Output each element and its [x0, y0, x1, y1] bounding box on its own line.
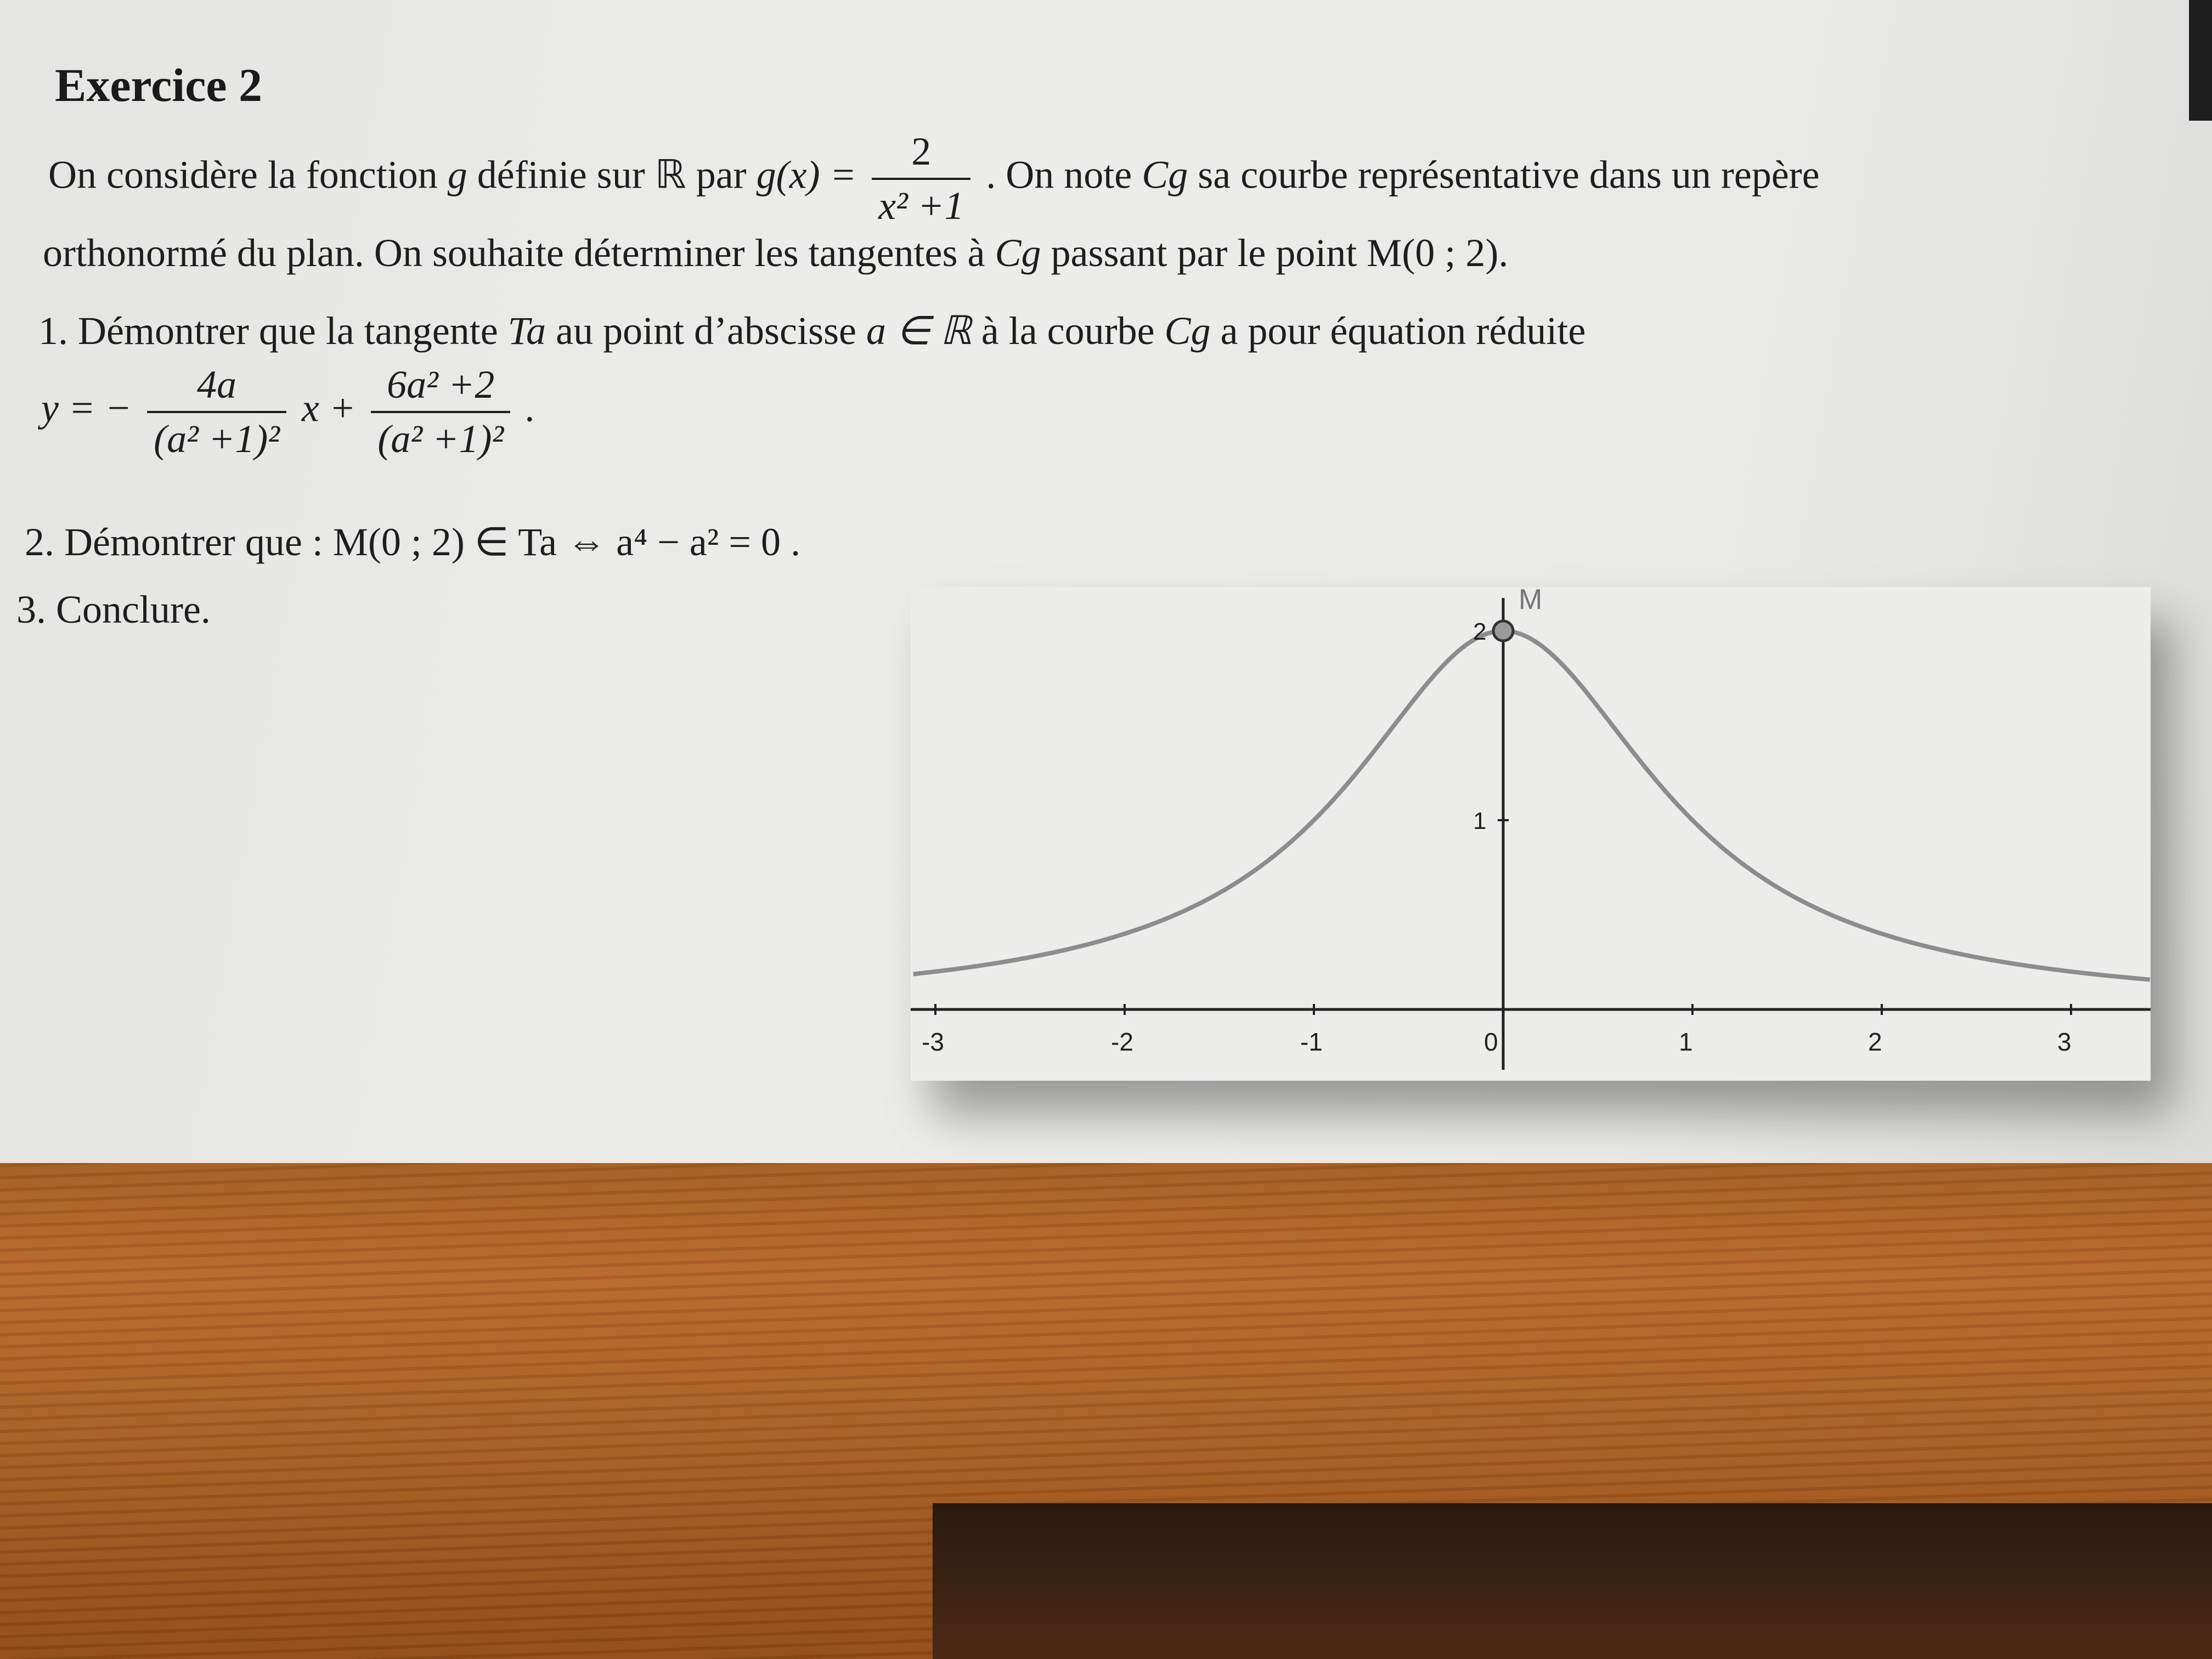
x-tick-label: 3	[2057, 1028, 2072, 1056]
curve-name-3: Cg	[1164, 309, 1211, 353]
intro-line-1	[48, 129, 1820, 229]
function-graph	[911, 587, 2151, 1081]
q1-text-4: a pour équation réduite	[1220, 309, 1586, 353]
q1-text-3: à la courbe	[981, 309, 1155, 353]
x-tick-label: -1	[1300, 1028, 1323, 1056]
y-tick-label: 1	[1473, 808, 1487, 834]
point-m-label: M	[1519, 587, 1543, 616]
intro-text-4: sa courbe représentative dans un repère	[1198, 153, 1820, 197]
point-m-marker	[1493, 621, 1513, 641]
question-1	[38, 307, 1585, 354]
question-3: 3. Conclure.	[16, 588, 211, 631]
tangent-equation	[41, 362, 535, 462]
curve-name-2: Cg	[995, 231, 1041, 275]
eq-x: x +	[301, 386, 356, 430]
eq-denominator-1: (a² +1)²	[154, 417, 280, 461]
x-tick-label: 2	[1868, 1028, 1882, 1056]
intro-line-2-end: passant par le point M(0 ; 2).	[1051, 231, 1509, 275]
function-fraction	[872, 129, 970, 229]
eq-fraction-2	[371, 362, 510, 462]
paper-edge	[2189, 0, 2212, 121]
eq-dot: .	[526, 386, 536, 430]
eq-denominator-2: (a² +1)²	[377, 417, 504, 461]
eq-y: y = −	[41, 386, 132, 430]
exercise-title: Exercice 2	[55, 59, 263, 111]
axis-ticks	[922, 618, 2072, 1056]
table-shadow	[933, 1503, 2212, 1659]
intro-text-2: définie sur ℝ par	[477, 153, 747, 197]
intro-text-1: On considère la fonction	[48, 153, 438, 197]
intro-line-2	[43, 230, 1508, 276]
function-def: g(x) =	[756, 153, 857, 197]
y-tick-label: 2	[1473, 618, 1487, 645]
intro-line-2-text: orthonormé du plan. On souhaite déterminer les tangentes à	[43, 231, 985, 275]
x-tick-label: 0	[1484, 1028, 1498, 1056]
eq-numerator-2: 6a² +2	[371, 362, 510, 413]
curve-name: Cg	[1142, 153, 1188, 197]
eq-fraction-1	[147, 362, 286, 462]
tangent-name: Ta	[507, 309, 546, 353]
eq-numerator-1: 4a	[147, 362, 286, 413]
fraction-numerator: 2	[872, 129, 970, 180]
abscissa-a: a ∈ ℝ	[866, 309, 972, 353]
graph-panel	[911, 587, 2151, 1081]
x-tick-label: -2	[1111, 1028, 1133, 1056]
fraction-denominator: x² +1	[878, 184, 964, 228]
x-tick-label: -3	[922, 1028, 944, 1056]
question-2: 2. Démontrer que : M(0 ; 2) ∈ Ta ⇔ a⁴ − a² = 0 .	[25, 520, 800, 564]
x-tick-label: 1	[1679, 1028, 1693, 1056]
function-name: g	[447, 153, 467, 197]
q1-text-2: au point d’abscisse	[556, 309, 856, 353]
intro-text-3: . On note	[986, 153, 1132, 197]
curve-g	[913, 631, 2150, 980]
q1-text-1: 1. Démontrer que la tangente	[38, 309, 498, 353]
